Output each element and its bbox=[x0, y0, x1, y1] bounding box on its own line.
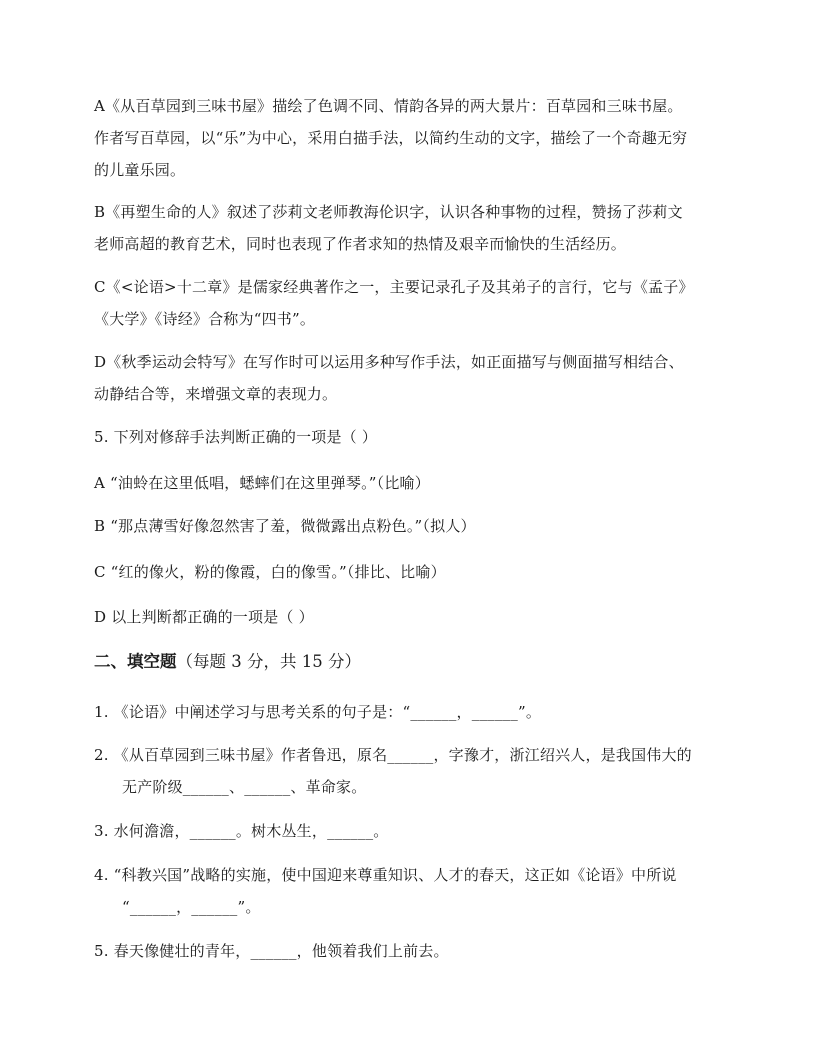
option-c-line-1: C《<论语>十二章》是儒家经典著作之一，主要记录孔子及其弟子的言行，它与《孟子》 bbox=[94, 278, 694, 296]
option-b-line-2: 老师高超的教育艺术，同时也表现了作者求知的热情及艰辛而愉快的生活经历。 bbox=[94, 235, 627, 253]
question-5-option-b: B “那点薄雪好像忽然害了羞，微微露出点粉色。”（拟人） bbox=[94, 517, 476, 535]
fill-question-3: 3. 水何澹澹，______。树木丛生，______。 bbox=[94, 822, 389, 840]
option-d-line-2: 动静结合等，来增强文章的表现力。 bbox=[94, 385, 338, 403]
option-a-line-3: 的儿童乐园。 bbox=[94, 161, 186, 179]
fill-question-2-line-1: 2. 《从百草园到三味书屋》作者鲁迅，原名______，字豫才，浙江绍兴人，是我国伟大的 bbox=[94, 746, 692, 764]
question-5-option-a: A “油蛉在这里低唱，蟋蟀们在这里弹琴。”（比喻） bbox=[94, 474, 430, 492]
fill-question-1: 1. 《论语》中阐述学习与思考关系的句子是：“______，______”。 bbox=[94, 703, 542, 721]
option-a-line-2: 作者写百草园，以“乐”为中心，采用白描手法，以简约生动的文字，描绘了一个奇趣无穷 bbox=[94, 129, 688, 147]
option-b-line-1: B《再塑生命的人》叙述了莎莉文老师教海伦识字，认识各种事物的过程，赞扬了莎莉文 bbox=[94, 203, 683, 221]
section-2-note: （每题 3 分，共 15 分） bbox=[176, 652, 361, 671]
fill-question-4-line-1: 4. “科教兴国”战略的实施，使中国迎来尊重知识、人才的春天，这正如《论语》中所说 bbox=[94, 866, 677, 884]
section-2-heading bbox=[94, 645, 361, 679]
option-a-line-1: A《从百草园到三味书屋》描绘了色调不同、情韵各异的两大景片：百草园和三味书屋。 bbox=[94, 97, 683, 115]
question-5-option-c: C “红的像火，粉的像霞，白的像雪。”（排比、比喻） bbox=[94, 563, 446, 581]
option-d-line-1: D《秋季运动会特写》在写作时可以运用多种写作手法，如正面描写与侧面描写相结合、 bbox=[94, 353, 684, 371]
option-c-line-2: 《大学》《诗经》合称为“四书”。 bbox=[94, 310, 316, 328]
fill-question-4-line-2: “______，______”。 bbox=[122, 898, 261, 916]
fill-question-2-line-2: 无产阶级______、______、革命家。 bbox=[122, 778, 367, 796]
question-5: 5. 下列对修辞手法判断正确的一项是（ ） bbox=[94, 428, 378, 446]
fill-question-5: 5. 春天像健壮的青年，______，他领着我们上前去。 bbox=[94, 942, 449, 960]
section-2-title: 二、填空题 bbox=[94, 652, 177, 671]
question-5-option-d: D 以上判断都正确的一项是（ ） bbox=[94, 608, 314, 626]
